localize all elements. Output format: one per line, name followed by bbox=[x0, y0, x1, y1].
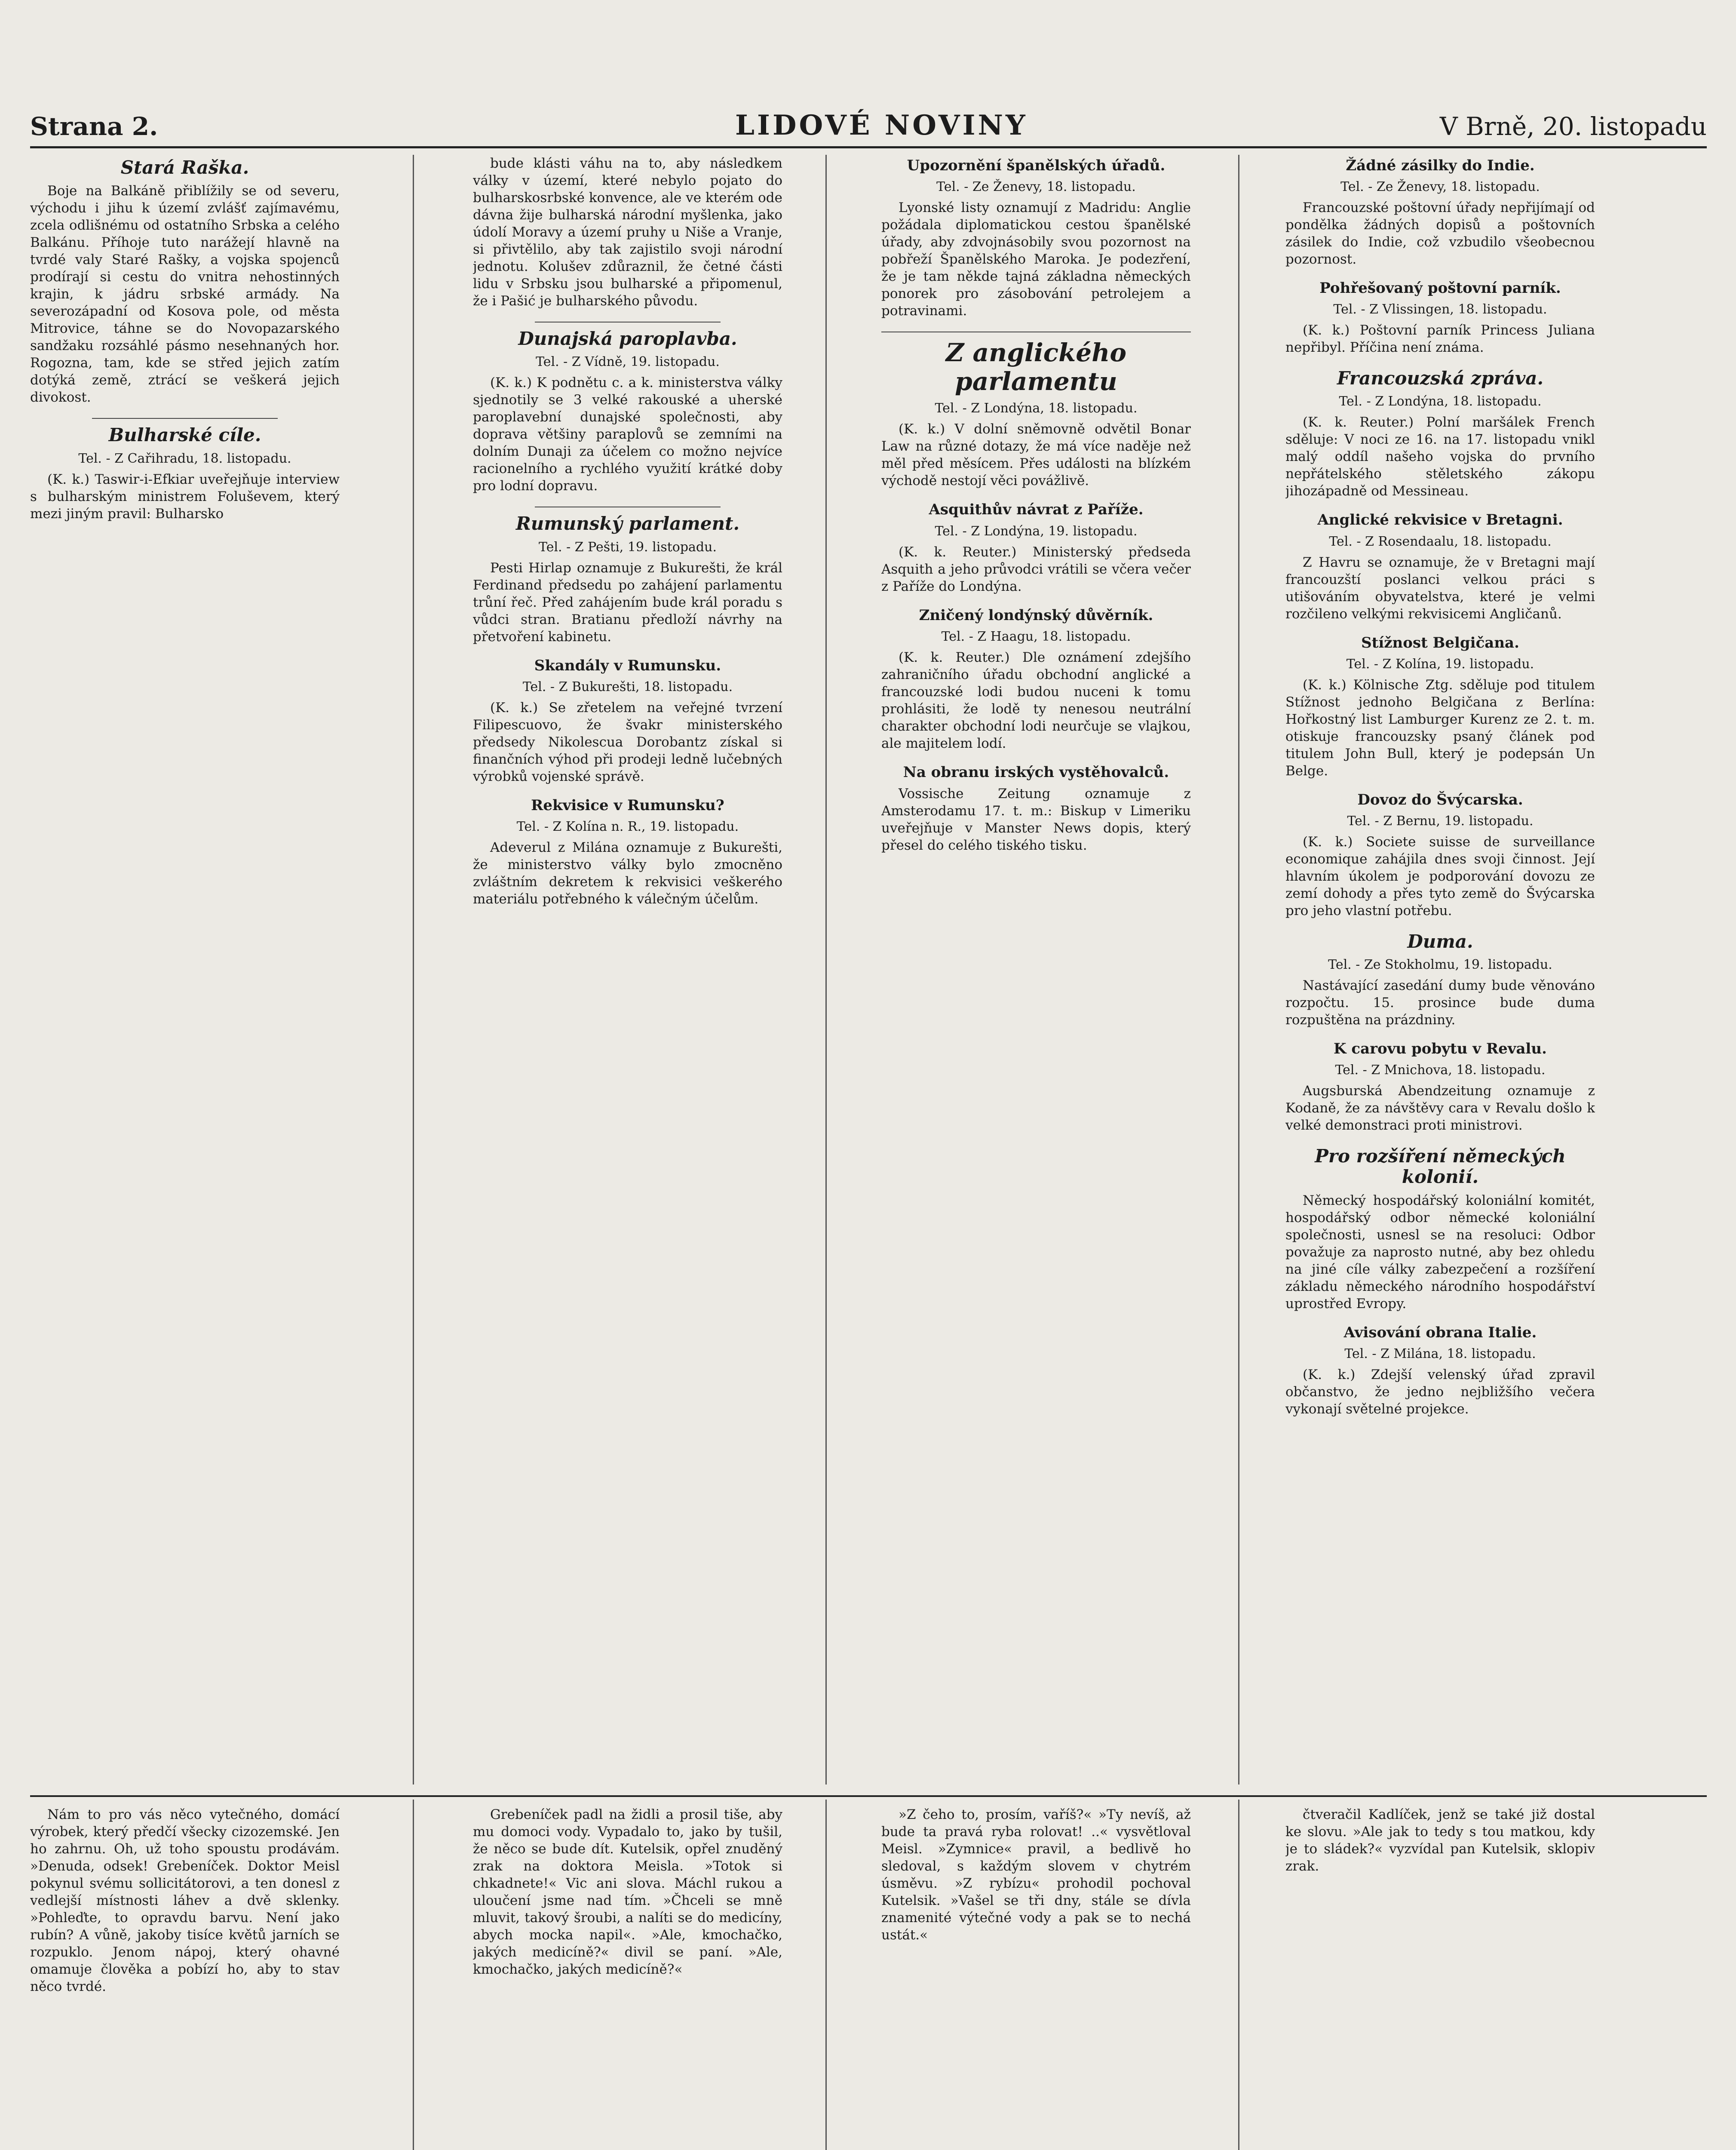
article-body: Boje na Balkáně přiblížily se od severu, východu i jihu k území zvlášť zajímavému, zcela odlišnému od ostatního Srbska a celého Balkánu. Příhoje tuto narážejí hlavně na tvrdé valy Staré Rašky, a vojska spojenců prodírají si cestu do vnitra nehostinných krajin, k jádru srbské armády. Na severozápadní od Kosova pole, od města Mitrovice, táhne se do Novopazarského sandžaku rozsáhlé pásmo nesehnaných hor. Rogozna, tam, kde se střed jejich zatím dotýká země, ztrácí se veškerá jejich divokost. bbox=[30, 183, 340, 405]
article-body: (K. k.) Zdejší velenský úřad zpravil občanstvo, že jedno nejbližšího večera vykonají světelné projekce. bbox=[1285, 1367, 1595, 1417]
article-headline: Duma. bbox=[1407, 931, 1473, 952]
article-zasilky-indie bbox=[1285, 157, 1595, 268]
column-1 bbox=[30, 155, 340, 1789]
feuilleton-text: Grebeníček padl na židli a prosil tiše, aby mu domoci vody. Vypadalo to, jako by tušil, že něco se bude dít. Kutelsik, opřel znuděný zrak na doktora Meisla. »Totok si chkadnete!« Vic ani slova. Máchl rukou a uloučení jsme nad tím. »Čhceli se mně mluvit, takový šroubi, a nalíti se do medicíny, abych mocka napil«. »Ale, kmochačko, jakých medicíně?« divil se paní. »Ale, kmochačko, jakých medicíně?« bbox=[473, 1807, 782, 1977]
article-dateline: Tel. - Z Bukurešti, 18. listopadu. bbox=[522, 679, 733, 694]
article-anglicky-parlament bbox=[881, 338, 1191, 489]
column-rule bbox=[1238, 1800, 1239, 2150]
article-francouzska-zprava bbox=[1285, 368, 1595, 500]
article-body: (K. k.) Kölnische Ztg. sděluje pod titulem Stížnost jednoho Belgičana z Berlína: Hořkostný list Lamburger Kurenz ze 2. t. m. otiskuje francouzsky psaný článek pod titulem John Bull, který je podepsán Un Belge. bbox=[1285, 677, 1595, 779]
article-continuation bbox=[473, 155, 782, 310]
article-dateline: Tel. - Z Rosendaalu, 18. listopadu. bbox=[1329, 534, 1552, 549]
article-body: Vossische Zeitung oznamuje z Amsterodamu 17. t. m.: Biskup v Limeriku uveřejňuje v Manster News dopis, který přesel do celého tiského tisku. bbox=[881, 786, 1191, 853]
article-headline: Asquithův návrat z Paříže. bbox=[929, 501, 1144, 519]
article-body: Francouzské poštovní úřady nepřijímají od pondělka žádných dopisů a poštovních zásilek do Indie, což vzbudilo všeobecnou pozornost. bbox=[1285, 200, 1595, 267]
article-headline: Skandály v Rumunsku. bbox=[534, 657, 721, 674]
article-upozorneni bbox=[881, 157, 1191, 319]
page-number: Strana 2. bbox=[30, 112, 158, 141]
article-dateline: Tel. - Z Cařihradu, 18. listopadu. bbox=[78, 451, 291, 466]
article-body: (K. k. Reuter.) Ministerský předseda Asquith a jeho průvodci vrátili se včera večer z Paříže do Londýna. bbox=[881, 544, 1191, 594]
article-dateline: Tel. - Z Londýna, 19. listopadu. bbox=[935, 523, 1138, 539]
column-2 bbox=[473, 155, 782, 1789]
article-headline: Dunajská paroplavba. bbox=[518, 328, 737, 349]
article-headline: Žádné zásilky do Indie. bbox=[1346, 157, 1535, 174]
article-headline: Pro rozšíření německých kolonií. bbox=[1315, 1146, 1566, 1188]
article-headline: Rekvisice v Rumunsku? bbox=[531, 796, 724, 814]
article-body: (K. k.) Poštovní parník Princess Juliana nepřibyl. Příčina není známa. bbox=[1285, 322, 1595, 356]
article-dateline: Tel. - Z Bernu, 19. listopadu. bbox=[1347, 813, 1534, 829]
article-dateline: Tel. - Z Pešti, 19. listopadu. bbox=[539, 539, 717, 555]
article-bretagne bbox=[1285, 512, 1595, 622]
article-body: (K. k. Reuter.) Polní maršálek French sděluje: V noci ze 16. na 17. listopadu vnikl malý oddíl našeho vojska do prvního nepřátelského stěletského zákopu jihozápadně od Messineau. bbox=[1285, 415, 1595, 499]
column-rule bbox=[825, 1800, 827, 2150]
article-postovni-parnik bbox=[1285, 280, 1595, 356]
article-duma bbox=[1285, 931, 1595, 1029]
article-body: bude klásti váhu na to, aby následkem války v území, které nebylo pojato do bulharskosrbské konvence, ale ve kterém ode dávna žije bulharská národní myšlenka, jako údolí Moravy a území pruhy u Niše a Vranje, si přivtělilo, aby tak zajistilo svoji národní jednotu. Kolušev zdůraznil, že četné části lidu v Srbsku jsou bulharské a připomenul, že i Pašić je bulharského původu. bbox=[473, 156, 782, 309]
feuilleton-column-2 bbox=[473, 1806, 782, 2150]
article-body: Z Havru se oznamuje, že v Bretagni mají francouzští poslanci velkou práci s utišováním obyvatelstva, které je velmi rozčileno velkými rekvisicemi Angličanů. bbox=[1285, 554, 1595, 622]
article-body: (K. k.) Societe suisse de surveillance economique zahájila dnes svoji činnost. Její hlavním úkolem je podporování dovozu ze zemí dohody a přes tyto země do Švýcarska pro jeho vlastní potřebu. bbox=[1285, 834, 1595, 918]
article-dateline: Tel. - Ze Ženevy, 18. listopadu. bbox=[936, 179, 1136, 195]
article-obrana-italie bbox=[1285, 1324, 1595, 1418]
article-dateline: Tel. - Z Kolína, 19. listopadu. bbox=[1346, 656, 1534, 672]
article-body: (K. k.) V dolní sněmovně odvětil Bonar Law na různé dotazy, že má více naděje než měl před měsícem. Přes události na blízkém východě nestojí věci povážlivě. bbox=[881, 421, 1191, 489]
feuilleton-rule bbox=[30, 1795, 1707, 1797]
article-headline: Stížnost Belgičana. bbox=[1361, 634, 1519, 651]
article-londynsky-duvernik bbox=[881, 607, 1191, 752]
article-dateline: Tel. - Z Kolína n. R., 19. listopadu. bbox=[516, 819, 739, 834]
article-headline: Avisování obrana Italie. bbox=[1343, 1324, 1537, 1341]
article-skandaly bbox=[473, 657, 782, 785]
article-dateline: Tel. - Z Londýna, 18. listopadu. bbox=[1339, 394, 1542, 409]
article-headline: Bulharské cíle. bbox=[108, 424, 261, 446]
article-rekvisice-rumunsko bbox=[473, 797, 782, 908]
article-dateline: Tel. - Ze Ženevy, 18. listopadu. bbox=[1340, 179, 1540, 195]
article-dovoz-svycarsko bbox=[1285, 792, 1595, 919]
article-headline: Pohřešovaný poštovní parník. bbox=[1319, 280, 1561, 297]
feuilleton-text: »Z čeho to, prosím, vaříš?« »Ty nevíš, až bude ta pravá ryba rolovat! ..« vysvětloval Meisl. »Zymnice« pravil, a bedlivě ho sledoval, s každým slovem v chytrém úsměvu. »Z rybízu« prohodil pochoval Kutelsik. »Vašel se tři dny, stále se dívla znamenité výtečné vody a pak se to nechá ustát.« bbox=[881, 1807, 1191, 1943]
article-headline: Stará Raška. bbox=[120, 157, 249, 178]
article-dateline: Tel. - Z Vlissingen, 18. listopadu. bbox=[1333, 302, 1547, 317]
article-nemecke-kolonie bbox=[1285, 1146, 1595, 1312]
feuilleton-column-3 bbox=[881, 1806, 1191, 2150]
column-rule bbox=[413, 1800, 414, 2150]
article-dateline: Tel. - Z Haagu, 18. listopadu. bbox=[941, 629, 1131, 644]
article-stiznost-belgicana bbox=[1285, 635, 1595, 780]
feuilleton-column-1 bbox=[30, 1806, 340, 2150]
column-rule bbox=[413, 155, 414, 1784]
article-body: (K. k.) Taswir-i-Efkiar uveřejňuje interview s bulharským ministrem Foluševem, který mezi jiným pravil: Bulharsko bbox=[30, 471, 340, 522]
article-car-reval bbox=[1285, 1041, 1595, 1134]
article-irsky-vystehovalcu bbox=[881, 764, 1191, 854]
article-body: Augsburská Abendzeitung oznamuje z Kodaně, že za návštěvy cara v Revalu došlo k velké demonstraci proti ministrovi. bbox=[1285, 1083, 1595, 1133]
article-headline: Rumunský parlament. bbox=[515, 513, 740, 534]
article-dateline: Tel. - Ze Stokholmu, 19. listopadu. bbox=[1328, 957, 1552, 973]
article-body: (K. k.) Se zřetelem na veřejné tvrzení Filipescuovo, že švakr ministerského předsedy Nikolescua Dorobantz získal si finančních výhod při prodeji ledně lučebných výrobků vojenské správě. bbox=[473, 700, 782, 784]
issue-date: V Brně, 20. listopadu bbox=[1439, 112, 1707, 141]
masthead bbox=[30, 103, 1707, 148]
article-dateline: Tel. - Z Vídně, 19. listopadu. bbox=[536, 354, 720, 370]
newspaper-title: LIDOVÉ NOVINY bbox=[735, 109, 1028, 141]
column-4 bbox=[1285, 155, 1595, 1789]
article-rumunsky-parlament bbox=[473, 513, 782, 645]
article-separator bbox=[92, 418, 278, 419]
article-bulharske-cile bbox=[30, 425, 340, 522]
article-headline: Anglické rekvisice v Bretagni. bbox=[1317, 511, 1563, 529]
article-headline: K carovu pobytu v Revalu. bbox=[1333, 1040, 1547, 1058]
article-headline: Na obranu irských vystěhovalců. bbox=[903, 763, 1169, 781]
article-body: Pesti Hirlap oznamuje z Bukurešti, že král Ferdinand předsedu po zahájení parlamentu trůní řeč. Před zahájením bude král poradu s vůdci stran. Bratianu předloží návrhy na přetvoření kabinetu. bbox=[473, 560, 782, 645]
article-dateline: Tel. - Z Londýna, 18. listopadu. bbox=[935, 401, 1138, 416]
article-headline: Dovoz do Švýcarska. bbox=[1357, 791, 1523, 808]
article-body: (K. k. Reuter.) Dle oznámení zdejšího zahraničního úřadu obchodní anglické a francouzské lodi budou nuceni k tomu prohlásiti, že lodě ty nenesou neutrální charakter obchodní lodi neurčuje se vlajkou, ale majitelem lodí. bbox=[881, 649, 1191, 751]
article-asquith bbox=[881, 501, 1191, 595]
article-body: Německý hospodářský koloniální komitét, hospodářský odbor německé koloniální společnosti, usnesl se na resoluci: Odbor považuje za naprosto nutné, aby bez ohledu na jiné cíle války zabezpečení a rozšíření základu německého národního hospodářství uprostřed Evropy. bbox=[1285, 1192, 1595, 1312]
article-headline: Z anglického parlamentu bbox=[945, 338, 1127, 396]
column-rule bbox=[1238, 155, 1239, 1784]
article-headline: Zničený londýnský důvěrník. bbox=[919, 606, 1153, 624]
feuilleton-text: čtveračil Kadlíček, jenž se také již dostal ke slovu. »Ale jak to tedy s tou matkou, kdy je to sládek?« vyzvídal pan Kutelsik, sklopiv zrak. bbox=[1285, 1807, 1595, 1874]
article-headline: Upozornění španělských úřadů. bbox=[907, 157, 1166, 174]
column-3 bbox=[881, 155, 1191, 1789]
feuilleton-text: Nám to pro vás něco vytečného, domácí výrobek, který předčí všecky cizozemské. Jen ho zahrnu. Oh, už toho spoustu prodávám. »Denuda, odsek! Grebeníček. Doktor Meisl pokynul svému sollicitátorovi, a ten donesl z vedlejší místnosti láhev a dvě sklenky. »Pohleďte, to opravdu barvu. Není jako rubín? A vůně, jakoby tisíce květů jarních se rozpuklo. Jenom nápoj, který ohavné omamuje člověka a pobízí ho, aby to stav něco tvrdé. bbox=[30, 1807, 340, 1994]
article-dunajska-paroplavba bbox=[473, 329, 782, 494]
article-headline: Francouzská zpráva. bbox=[1337, 368, 1544, 389]
article-dateline: Tel. - Z Milána, 18. listopadu. bbox=[1344, 1346, 1536, 1361]
article-body: Nastávající zasedání dumy bude věnováno rozpočtu. 15. prosince bude duma rozpuštěna na prázdniny. bbox=[1285, 978, 1595, 1028]
article-dateline: Tel. - Z Mnichova, 18. listopadu. bbox=[1335, 1063, 1546, 1078]
column-rule bbox=[825, 155, 827, 1784]
feuilleton-column-4 bbox=[1285, 1806, 1595, 2150]
article-body: Adeverul z Milána oznamuje z Bukurešti, že ministerstvo války bylo zmocněno zvláštním dekretem k rekvisici veškerého materiálu potřebného k válečným účelům. bbox=[473, 839, 782, 907]
article-stara-raska bbox=[30, 157, 340, 406]
article-body: Lyonské listy oznamují z Madridu: Anglie požádala diplomatickou cestou španělské úřady, aby zdvojnásobily svou pozornost na pobřeží Španělského Maroka. Je podezření, že je tam někde tajná základna německých ponorek pro zásobování petrolejem a potravinami. bbox=[881, 200, 1191, 319]
article-body: (K. k.) K podnětu c. a k. ministerstva války sjednotily se 3 velké rakouské a uherské paroplavební dunajské společnosti, aby doprava většiny paraplovů se zemními na dolním Dunaji za účelem co možno nejvíce racionelního a rychlého využití krátké doby pro lodní dopravu. bbox=[473, 375, 782, 494]
